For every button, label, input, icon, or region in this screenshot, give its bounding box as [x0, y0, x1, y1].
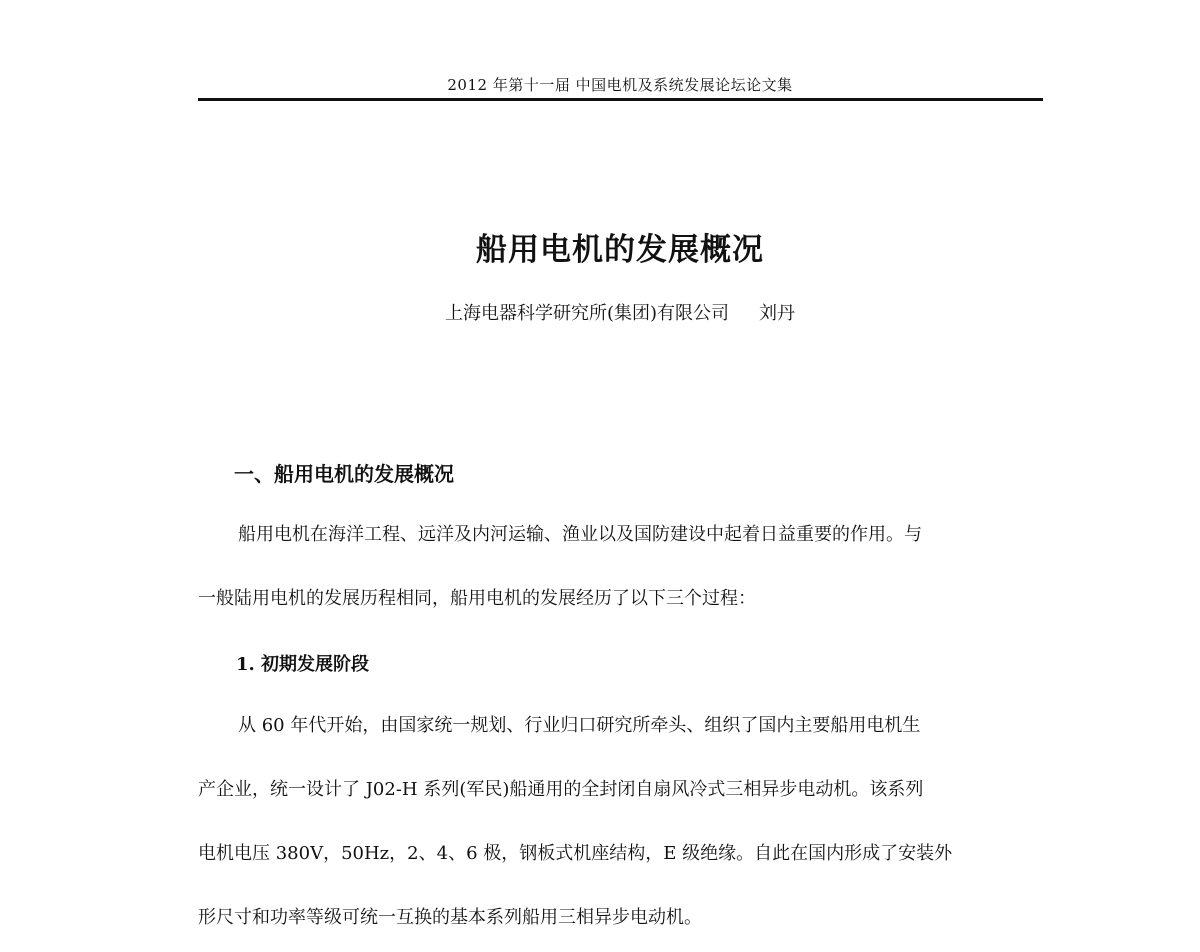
paragraph-line: 一般陆用电机的发展历程相同，船用电机的发展经历了以下三个过程：: [198, 588, 756, 609]
running-header: 2012 年第十一届 中国电机及系统发展论坛论文集: [447, 76, 793, 94]
paragraph-early-stage: [198, 694, 1040, 950]
paragraph-line: 电机电压 380V，50Hz，2、4、6 极，钢板式机座结构，E 级绝缘。自此在国内形成了安装外: [198, 843, 953, 864]
paragraph-line: 从 60 年代开始，由国家统一规划、行业归口研究所牵头、组织了国内主要船用电机生: [238, 715, 921, 736]
paragraph-line: 形尺寸和功率等级可统一互换的基本系列船用三相异步电动机。: [198, 907, 702, 928]
paragraph-intro: [198, 503, 1040, 631]
paragraph-line: 船用电机在海洋工程、远洋及内河运输、渔业以及国防建设中起着日益重要的作用。与: [238, 524, 922, 545]
author-name: 刘丹: [759, 303, 796, 324]
paper-title: 船用电机的发展概况: [476, 232, 764, 268]
header-rule: [198, 98, 1043, 101]
section-heading: 一、船用电机的发展概况: [234, 462, 454, 486]
affiliation: 上海电器科学研究所(集团)有限公司: [444, 303, 730, 324]
author-line: [200, 299, 1040, 325]
subsection-heading: 1. 初期发展阶段: [236, 654, 370, 675]
paragraph-line: 产企业，统一设计了 J02-H 系列(军民)船通用的全封闭自扇风冷式三相异步电动机。该系列: [198, 779, 924, 800]
